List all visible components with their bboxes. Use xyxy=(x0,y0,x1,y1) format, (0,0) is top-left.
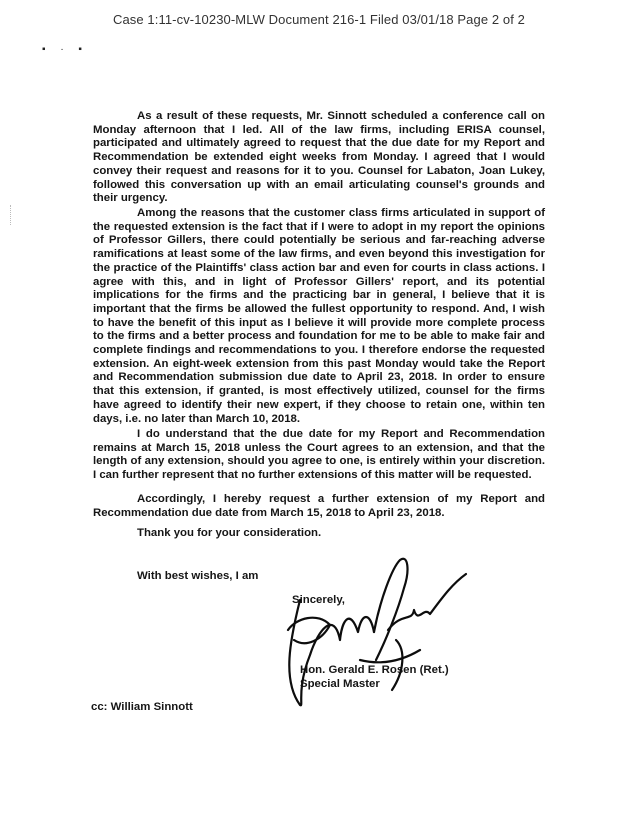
signer-title: Special Master xyxy=(300,677,380,690)
case-header: Case 1:11-cv-10230-MLW Document 216-1 Filed 03/01/18 Page 2 of 2 xyxy=(112,12,526,27)
signer-block xyxy=(300,664,449,691)
paragraph-reasons xyxy=(93,207,545,426)
paragraph-4-part-a: Accordingly, I hereby request a further extension of my Report and Recommendation due date from March 15, 2018 to xyxy=(93,493,545,519)
paragraph-3-text: I do understand that the due date for my Report and Recommendation remains at March 15, 2018 unless the Court agrees to an extension, and that the length of any extension, should you agree to one, is entirely within your discretion. I can further represent that no further extensions of this matter will be requested. xyxy=(93,428,545,482)
best-wishes-line: With best wishes, I am xyxy=(137,570,259,582)
cc-line: cc: William Sinnott xyxy=(91,701,193,713)
thanks-line: Thank you for your consideration. xyxy=(137,527,322,539)
scan-specks: ▪ · ▪ xyxy=(42,44,88,55)
new-due-date: April 23, 2018. xyxy=(356,371,438,384)
sincerely-line: Sincerely, xyxy=(292,594,345,606)
paragraph-2-part-a: Among the reasons that the customer class firms articulated in support of the requested extension is the fact that if I were to adopt in my report the opinions of Professor Gillers, there could potentially be serious and far-reaching adverse ramifications at least some of the law firms, and even beyond this investigation for the practice of the Plaintiffs' class action bar and even for courts in class actions. I agree with this, and in light of Professor Gillers' report, and its potential implications for the firms and the practicing bar in general, I believe that it is important that the firms be allowed the fullest opportunity to respond. And, I wish to have the benefit of this input as I believe it will provide more complete process to the firms and a better process and foundation for me to be able to make fair and complete findings and recommendations to you. I therefore endorse the requested extension. An eight-week extension from this past Monday would take the Report and Recommendation submission due date to xyxy=(93,207,545,384)
paragraph-1-text: As a result of these requests, Mr. Sinnott scheduled a conference call on Monday afternoon that I led. All of the law firms, including ERISA counsel, participated and ultimately agreed to request that the due date for my Report and Recommendation be extended eight weeks from Monday. I agreed that I would convey their request and reasons for it to you. Counsel for Labaton, Joan Lukey, followed this conversation up with an email articulating counsel's grounds and their urgency. xyxy=(93,110,545,205)
requested-due-date: April 23, 2018. xyxy=(367,506,445,519)
paragraph-4-text xyxy=(93,493,545,520)
paragraph-conference-call xyxy=(93,110,545,206)
paragraph-due-date xyxy=(93,428,545,483)
paragraph-2-text xyxy=(93,207,545,426)
paragraph-2-part-b: In order to ensure that this extension, if granted, is most effectively utilized, counsel for the firms have agreed to identify their new expert, if they choose to retain one, within ten days, i.e. no later than xyxy=(93,371,545,425)
paragraph-request xyxy=(93,493,545,520)
signer-name: Hon. Gerald E. Rosen (Ret.) xyxy=(300,664,449,676)
scan-edge-mark xyxy=(10,205,12,225)
expert-deadline-date: March 10, 2018. xyxy=(215,412,301,425)
